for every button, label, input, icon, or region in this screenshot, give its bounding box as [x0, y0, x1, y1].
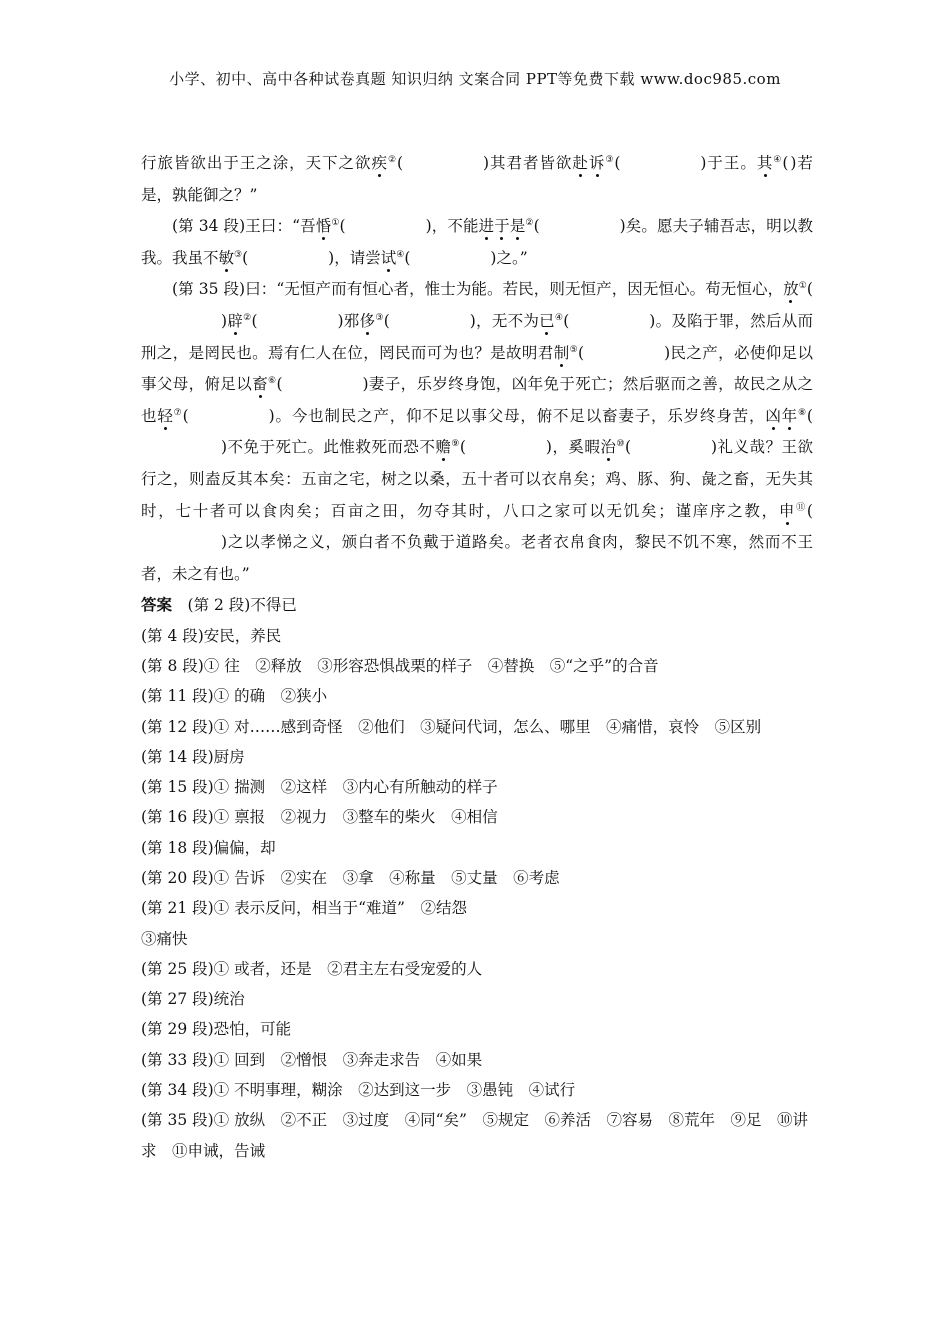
blank-open: (: [251, 311, 258, 330]
blank-open: (: [383, 311, 390, 330]
blank-open: (: [624, 438, 632, 457]
footnote-marker: ④: [773, 154, 783, 165]
text-run: )妻子，乐岁终身饱，凶年免于死亡；然后驱而之善，故民之从之也: [141, 375, 813, 425]
text-run: )其君者皆欲: [483, 154, 573, 172]
blank-open: (: [242, 248, 249, 267]
answer-item: (第 14 段)厨房: [141, 747, 245, 766]
dotted-word: 放: [783, 280, 799, 299]
footnote-marker: ③: [605, 154, 615, 165]
blank-open: (: [806, 280, 813, 299]
footnote-marker: ②: [387, 154, 397, 165]
answer-item: (第 4 段)安民，养民: [141, 626, 282, 645]
answer-title: 答案: [141, 596, 173, 615]
answer-item: ③痛快: [141, 929, 188, 948]
page-header: 小学、初中、高中各种试卷真题 知识归纳 文案合同 PPT等免费下载 www.doc985.com: [169, 70, 781, 88]
answer-item: (第 2 段)不得已: [187, 596, 297, 615]
answer-item: (第 8 段)① 往 ②释放 ③形容恐惧战栗的样子 ④替换 ⑤“之乎”的合音: [141, 656, 659, 675]
footnote-marker: ④: [554, 312, 564, 323]
answer-item: (第 21 段)① 表示反问，相当于“难道” ②结怨: [141, 899, 467, 918]
answer-item: (第 35 段)① 放纵 ②不正 ③过度 ④同“矣” ⑤规定 ⑥养活 ⑦容易 ⑧荒年 ⑨足 ⑩讲求 ⑪申诫，告诫: [141, 1111, 808, 1160]
text-run: )礼义哉？王欲行之，则盍反其本矣：五亩之宅，树之以桑，五十者可以衣帛矣；鸡、豚、狗、彘之畜，无失其时，七十者可以食肉矣；百亩之田，勿夺其时，八口之家可以无饥矣；谨庠序之教，: [141, 438, 813, 520]
text-run: )。今也制民之产，仰不足以事父母，俯不足以畜妻子，乐岁终身苦，: [268, 406, 766, 425]
text-run: 行旅皆欲出于王之涂，天下之欲: [141, 154, 372, 172]
text-run: )之。”: [490, 248, 528, 267]
dotted-word: 申: [778, 501, 797, 520]
answer-item: (第 25 段)① 或者，还是 ②君主左右受宠爱的人: [141, 959, 483, 978]
answer-first-line: [141, 590, 813, 620]
blank-open: (: [614, 154, 621, 172]
dotted-word: 侈: [359, 311, 376, 330]
blank-open: (: [459, 438, 466, 457]
dotted-word: 年: [781, 406, 798, 425]
footnote-marker: ①: [798, 281, 807, 292]
footnote-marker: ③: [375, 312, 384, 323]
answer-item: (第 34 段)① 不明事理，糊涂 ②达到这一步 ③愚钝 ④试行: [141, 1081, 576, 1100]
blank-open: (: [806, 406, 813, 425]
text-run: (第 34 段)王曰：“吾: [172, 217, 316, 236]
text-run: )，请尝: [328, 248, 381, 267]
blank-open: (: [182, 406, 189, 425]
blank-open: (: [782, 154, 789, 172]
dotted-word: 进: [478, 217, 495, 236]
dotted-word: 诉: [588, 154, 606, 172]
answer-item: (第 12 段)① 对……感到奇怪 ②他们 ③疑问代词，怎么、哪里 ④痛惜，哀怜 ⑤区别: [141, 717, 762, 736]
dotted-word: 惛: [315, 217, 332, 236]
dotted-word: 辟: [227, 311, 244, 330]
footnote-marker: ⑦: [173, 407, 183, 418]
answer-item: (第 20 段)① 告诉 ②实在 ③拿 ④称量 ⑤丈量 ⑥考虑: [141, 868, 560, 887]
footnote-marker: ⑪: [796, 502, 807, 513]
dotted-word: 制: [553, 343, 570, 362]
dotted-word: 赡: [435, 438, 452, 457]
dotted-word: 疾: [371, 154, 388, 172]
text-run: )不免于死亡。此惟救死而恐不: [221, 438, 436, 457]
dotted-word: 于: [494, 217, 510, 236]
blank-open: (: [563, 311, 570, 330]
blank-open: (: [578, 343, 585, 362]
footnote-marker: ④: [396, 249, 405, 260]
text-run: ): [221, 311, 228, 330]
passage-paragraph-35: [141, 274, 813, 590]
dotted-word: 试: [380, 248, 397, 267]
blank-open: (: [806, 501, 813, 520]
footnote-marker: ⑨: [451, 439, 460, 450]
text-run: )之以孝悌之义，颁白者不负戴于道路矣。老者衣帛食肉，黎民不饥不寒，然而不王者，未之有也。”: [141, 533, 813, 583]
text-run: )邪: [337, 311, 360, 330]
blank-open: (: [339, 217, 346, 236]
text-run: )，不能: [425, 217, 479, 236]
dotted-word: 已: [539, 311, 555, 330]
answer-item: (第 15 段)① 揣测 ②这样 ③内心有所触动的样子: [141, 778, 498, 797]
dotted-word: 畜: [252, 375, 268, 394]
document-body: [141, 148, 813, 1166]
blank-open: (: [396, 154, 404, 172]
text-run: )，无不为: [469, 311, 540, 330]
dotted-word: 赴: [572, 154, 589, 172]
text-run: )于王。: [700, 154, 757, 172]
passage-paragraph-34: [141, 211, 813, 274]
footnote-marker: ①: [331, 218, 340, 229]
blank-open: (: [404, 248, 411, 267]
answer-item: (第 33 段)① 回到 ②憎恨 ③奔走求告 ④如果: [141, 1050, 483, 1069]
text-run: )矣。愿夫子辅吾志，明以教我。我虽不: [141, 217, 813, 267]
dotted-word: 凶: [765, 406, 782, 425]
answer-section: [141, 590, 813, 1166]
blank-open: (: [276, 375, 283, 394]
blank-open: (: [533, 217, 540, 236]
footnote-marker: ⑥: [267, 376, 277, 386]
text-run: )民之产，必使仰足以事父母，俯足以: [141, 343, 813, 394]
dotted-word: 其: [756, 154, 774, 172]
footnote-marker: ②: [525, 218, 534, 229]
footnote-marker: ⑧: [797, 407, 807, 418]
answer-item: (第 16 段)① 禀报 ②视力 ③整车的柴火 ④相信: [141, 808, 498, 827]
dotted-word: 治: [600, 438, 617, 457]
text-run: (第 35 段)曰：“无恒产而有恒心者，惟士为能。若民，则无恒产，因无恒心。苟无恒心，: [172, 280, 784, 299]
answer-item: (第 27 段)统治: [141, 990, 245, 1009]
dotted-word: 敏: [218, 248, 235, 267]
footnote-marker: ③: [234, 249, 243, 260]
answer-item: (第 18 段)偏偏，却: [141, 838, 276, 857]
answer-item: (第 11 段)① 的确 ②狭小: [141, 687, 328, 706]
footnote-marker: ②: [243, 312, 252, 323]
answer-item: (第 29 段)恐怕，可能: [141, 1020, 292, 1039]
text-run: )。及陷于罪，然后从而刑之，是罔民也。焉有仁人在位，罔民而可为也？是故明君: [141, 311, 813, 362]
footnote-marker: ⑩: [616, 439, 625, 450]
text-run: )若是，孰能御之？”: [141, 154, 813, 204]
text-run: )，奚暇: [545, 438, 601, 457]
passage-paragraph-33-tail: [141, 148, 813, 211]
dotted-word: 是: [509, 217, 526, 236]
dotted-word: 轻: [157, 406, 174, 425]
footnote-marker: ⑤: [569, 344, 579, 355]
